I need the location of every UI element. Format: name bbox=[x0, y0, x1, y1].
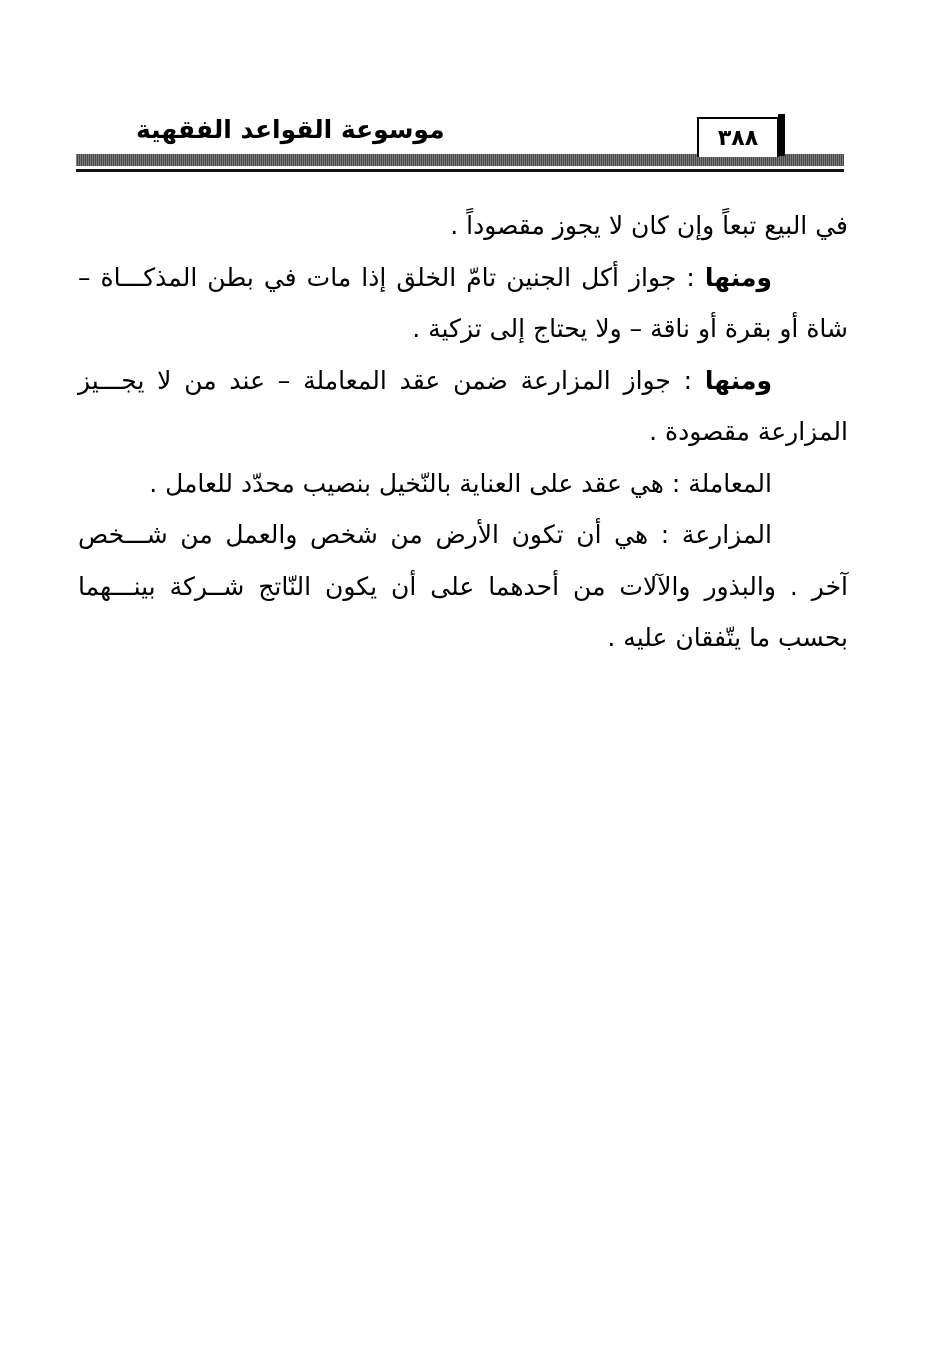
paragraph-lead: ومنها bbox=[704, 262, 772, 292]
page-number-shadow bbox=[778, 114, 785, 156]
text-line: المزارعة : هي أن تكون الأرض من شخص والعمل من شـــخص bbox=[78, 520, 772, 549]
text-line: في البيع تبعاً وإن كان لا يجوز مقصوداً . bbox=[450, 211, 848, 240]
page-header bbox=[76, 108, 844, 178]
paragraph-line bbox=[78, 252, 848, 304]
header-rule-thin bbox=[76, 169, 844, 172]
page-number: ٣٨٨ bbox=[697, 117, 779, 157]
text-span: : جواز المزارعة ضمن عقد المعاملة – عند من لا يجـــيز bbox=[78, 365, 693, 395]
text-line: آخر . والبذور والآلات من أحدهما على أن يكون النّاتج شــركة بينـــهما bbox=[78, 571, 848, 601]
paragraph-line bbox=[78, 355, 848, 407]
text-line: المعاملة : هي عقد على العناية بالنّخيل بنصيب محدّد للعامل . bbox=[149, 468, 772, 498]
page-body bbox=[78, 200, 848, 664]
book-title: موسوعة القواعد الفقهية bbox=[136, 115, 445, 144]
text-span: : جواز أكل الجنين تامّ الخلق إذا مات في بطن المذكـــاة – bbox=[78, 262, 695, 292]
text-line: بحسب ما يتّفقان عليه . bbox=[607, 623, 848, 652]
text-line: المزارعة مقصودة . bbox=[649, 417, 848, 446]
paragraph-lead: ومنها bbox=[704, 365, 772, 395]
text-line: شاة أو بقرة أو ناقة – ولا يحتاج إلى تزكية . bbox=[412, 314, 848, 343]
